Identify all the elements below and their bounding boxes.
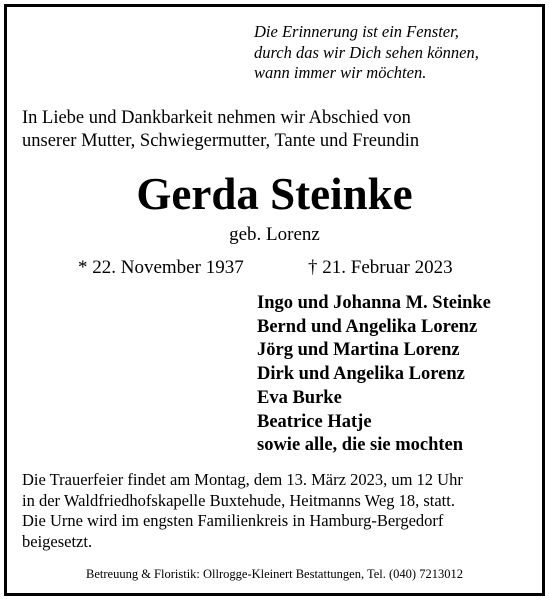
- mourner-entry: Beatrice Hatje: [257, 411, 372, 432]
- funeral-service-info: [22, 470, 537, 552]
- mourner-entry: sowie alle, die sie mochten: [257, 435, 464, 456]
- intro-line: In Liebe und Dankbarkeit nehmen wir Abschied von: [22, 108, 411, 128]
- birth-date: * 22. November 1937: [78, 257, 244, 278]
- quote-line: Die Erinnerung ist ein Fenster,: [254, 22, 459, 41]
- maiden-name: geb. Lorenz: [229, 224, 320, 245]
- mourners-list: [257, 292, 537, 458]
- quote-line: durch das wir Dich sehen können,: [254, 42, 479, 62]
- memorial-quote: [254, 22, 534, 84]
- undertaker-footer: Betreuung & Floristik: Ollrogge-Kleinert Bestattungen, Tel. (040) 7213012: [86, 567, 463, 581]
- mourner-entry: Jörg und Martina Lorenz: [257, 340, 460, 361]
- mourner-entry: Ingo und Johanna M. Steinke: [257, 293, 491, 313]
- mourner-entry: Dirk und Angelika Lorenz: [257, 364, 465, 385]
- mourner-entry: Eva Burke: [257, 387, 342, 408]
- intro-line: unserer Mutter, Schwiegermutter, Tante und Freundin: [22, 131, 420, 151]
- mourner-entry: Bernd und Angelika Lorenz: [257, 316, 478, 337]
- service-line: Die Urne wird im engsten Familienkreis in Hamburg-Bergedorf: [22, 511, 444, 530]
- quote-line: wann immer wir möchten.: [254, 63, 427, 82]
- service-line: beigesetzt.: [22, 531, 93, 551]
- service-line: Die Trauerfeier findet am Montag, dem 13. März 2023, um 12 Uhr: [22, 470, 463, 489]
- death-date: † 21. Februar 2023: [308, 257, 453, 278]
- farewell-intro: [22, 107, 532, 153]
- service-line: in der Waldfriedhofskapelle Buxtehude, Heitmanns Weg 18, statt.: [22, 490, 455, 510]
- deceased-name: Gerda Steinke: [136, 169, 413, 219]
